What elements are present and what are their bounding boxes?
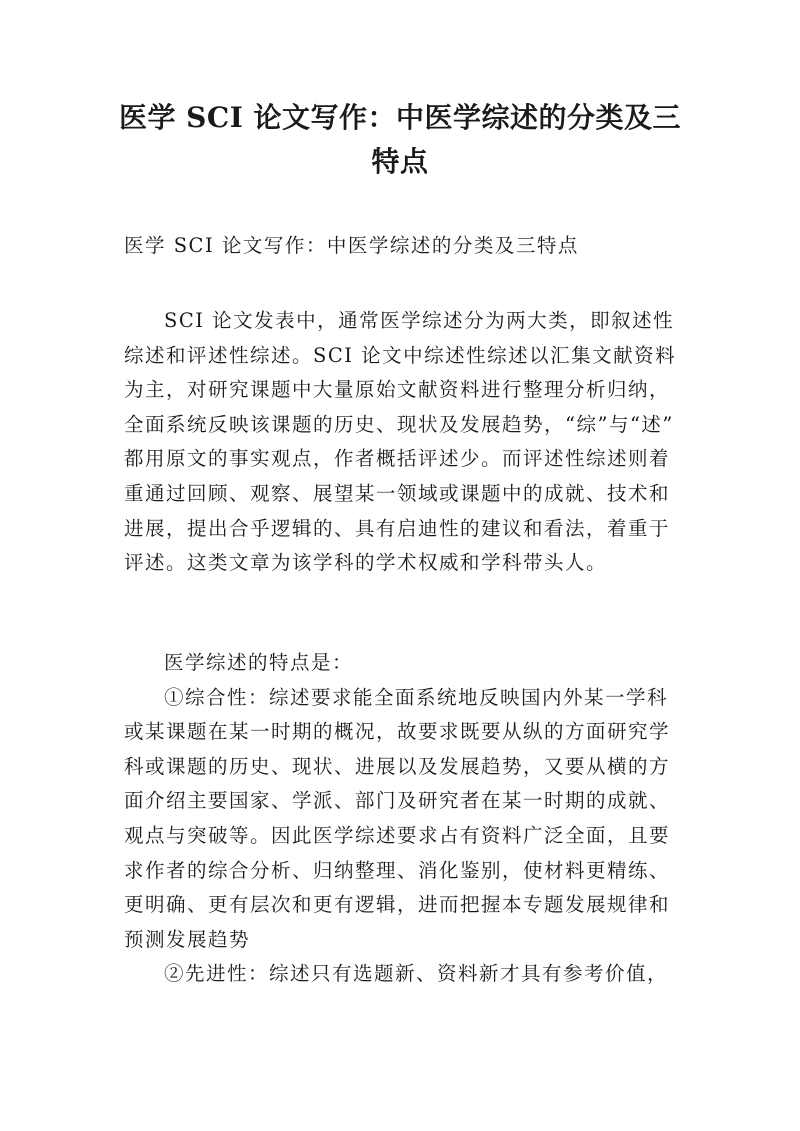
text-line: 综述和评述性综述。SCI 论文中综述性综述以汇集文献资料 [124, 343, 677, 367]
text-line: 求作者的综合分析、归纳整理、消化鉴别，使材料更精练、 [124, 858, 671, 882]
paragraph-classification [124, 304, 684, 581]
text-line: 重通过回顾、观察、展望某一领域或课题中的成就、技术和 [124, 481, 671, 505]
text-line: 观点与突破等。因此医学综述要求占有资料广泛全面，且要 [124, 823, 671, 847]
section-heading: 医学综述的特点是： [164, 651, 354, 674]
title-line: 医学 SCI 论文写作：中医学综述的分类及三 [118, 101, 682, 134]
text-line: 面介绍主要国家、学派、部门及研究者在某一时期的成就、 [124, 789, 671, 813]
text-line: 预测发展趋势 [124, 927, 251, 951]
paragraph-characteristics [124, 646, 684, 992]
text-line: 都用原文的事实观点，作者概括评述少。而评述性综述则着 [124, 447, 671, 471]
text-line: SCI 论文发表中，通常医学综述分为两大类，即叙述性 [164, 309, 675, 332]
text-line: 或某课题在某一时期的概况，故要求既要从纵的方面研究学 [124, 720, 671, 744]
text-line: ②先进性：综述只有选题新、资料新才具有参考价值， [164, 962, 669, 986]
text-line: 评述。这类文章为该学科的学术权威和学科带头人。 [124, 551, 608, 575]
text-line: 进展，提出合乎逻辑的、具有启迪性的建议和看法，着重于 [124, 516, 671, 540]
text-line: 全面系统反映该课题的历史、现状及发展趋势，“综”与“述” [124, 412, 674, 436]
text-line: 科或课题的历史、现状、进展以及发展趋势，又要从横的方 [124, 754, 671, 778]
text-line: 更明确、更有层次和更有逻辑，进而把握本专题发展规律和 [124, 893, 671, 917]
text-line: 为主，对研究课题中大量原始文献资料进行整理分析归纳， [124, 378, 671, 402]
subtitle-text: 医学 SCI 论文写作：中医学综述的分类及三特点 [124, 234, 579, 257]
text-line: ①综合性：综述要求能全面系统地反映国内外某一学科 [164, 685, 669, 709]
document-subtitle [124, 229, 684, 264]
title-line: 特点 [371, 145, 429, 178]
document-title [100, 96, 700, 184]
